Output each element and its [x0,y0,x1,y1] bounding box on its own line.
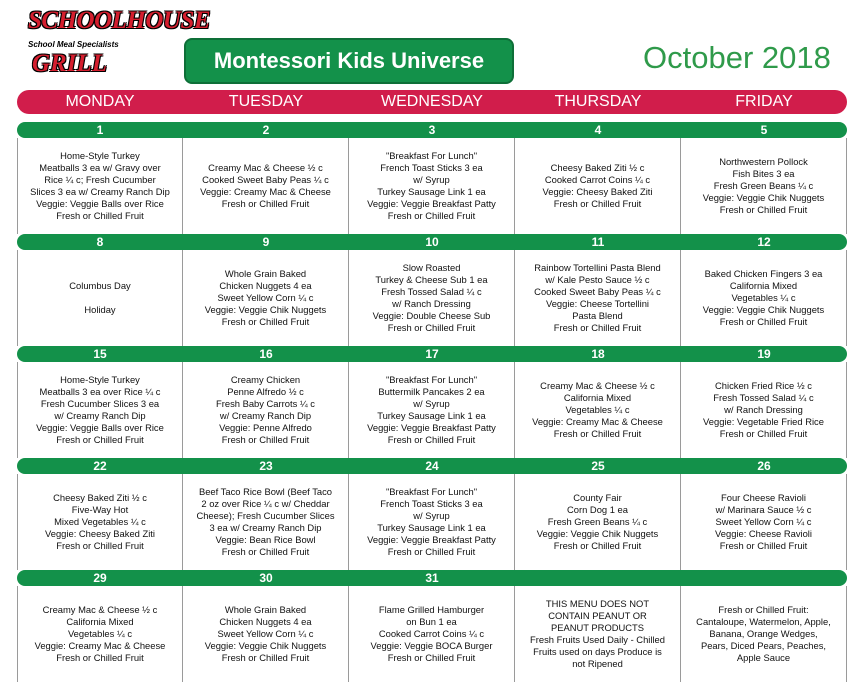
logo-brand-grill: GRILL [32,50,107,77]
date-number: 23 [259,459,273,473]
date-number-bar [17,570,847,586]
schoolhouse-grill-logo [28,7,211,77]
weekday-wednesday: WEDNESDAY [381,93,483,110]
date-number: 30 [259,571,273,585]
menu-text: THIS MENU DOES NOT CONTAIN PEANUT OR PEANUT PRODUCTS Fresh Fruits Used Daily - Chilled Fruits used on days Produce is not Ripened [530,598,665,669]
menu-cell [349,250,515,346]
date-number: 16 [259,347,273,361]
logo-brand-sub: School Meal Specialists [28,40,119,49]
date-number: 15 [93,347,107,361]
date-number: 3 [428,123,436,137]
menu-text: Chicken Fried Rice ½ c Fresh Tossed Salad ¼ c w/ Ranch Dressing Veggie: Vegetable Fried Rice Fresh or Chilled Fruit [703,380,824,439]
menu-text: Columbus Day Holiday [69,280,131,315]
menu-cell [515,586,681,682]
menu-text: Creamy Mac & Cheese ½ c California Mixed Vegetables ¼ c Veggie: Creamy Mac & Cheese Fresh or Chilled Fruit [532,380,663,439]
menu-text: Cheesy Baked Ziti ½ c Five-Way Hot Mixed Vegetables ¼ c Veggie: Cheesy Baked Ziti Fresh or Chilled Fruit [45,492,155,551]
menu-text: Creamy Mac & Cheese ½ c Cooked Sweet Baby Peas ¼ c Veggie: Creamy Mac & Cheese Fresh or Chilled Fruit [200,162,331,209]
date-number-bar [17,122,847,138]
menu-cell [515,362,681,458]
month-title: October 2018 [643,40,831,75]
calendar-week [17,570,847,682]
menu-cell [349,474,515,570]
menu-cell [515,474,681,570]
date-number [681,570,847,586]
menu-cell [17,586,183,682]
calendar-grid [17,122,847,670]
logo-brand-top: SCHOOLHOUSE [28,7,211,34]
calendar-week [17,346,847,458]
menu-cell [17,474,183,570]
menu-cell [681,250,847,346]
weekday-tuesday: TUESDAY [228,93,304,110]
date-number-bar [17,234,847,250]
menu-text: Fresh or Chilled Fruit: Cantaloupe, Watermelon, Apple, Banana, Orange Wedges, Pears, Diced Pears, Peaches, Apple Sauce [696,604,831,663]
menu-text: "Breakfast For Lunch" French Toast Sticks 3 ea w/ Syrup Turkey Sausage Link 1 ea Veggie: Veggie Breakfast Patty Fresh or Chilled Fruit [367,150,496,221]
menu-cell [17,250,183,346]
date-number: 17 [425,347,439,361]
menu-text: Rainbow Tortellini Pasta Blend w/ Kale Pesto Sauce ½ c Cooked Sweet Baby Peas ¼ c Veggie: Cheese Tortellini Pasta Blend Fresh or Chilled Fruit [534,262,661,333]
date-number: 10 [425,235,439,249]
menu-cell [183,362,349,458]
date-number: 12 [757,235,771,249]
date-number: 2 [262,123,270,137]
menu-text: "Breakfast For Lunch" French Toast Sticks 3 ea w/ Syrup Turkey Sausage Link 1 ea Veggie: Veggie Breakfast Patty Fresh or Chilled Fruit [367,486,496,557]
menu-cell [681,138,847,234]
date-number: 8 [96,235,104,249]
weekday-thursday: THURSDAY [554,93,642,110]
school-name-badge [184,38,514,84]
menu-cell [349,362,515,458]
date-number-bar [17,458,847,474]
date-number: 19 [757,347,771,361]
menu-cell [17,362,183,458]
menu-text: Northwestern Pollock Fish Bites 3 ea Fresh Green Beans ¼ c Veggie: Veggie Chik Nuggets Fresh or Chilled Fruit [702,156,825,215]
date-number [515,570,681,586]
menu-text: Whole Grain Baked Chicken Nuggets 4 ea Sweet Yellow Corn ¼ c Veggie: Veggie Chik Nuggets Fresh or Chilled Fruit [204,604,327,663]
date-number: 5 [760,123,768,137]
menu-cell [183,138,349,234]
weekday-header-bar [17,90,847,114]
menu-text: Slow Roasted Turkey & Cheese Sub 1 ea Fresh Tossed Salad ¼ c w/ Ranch Dressing Veggie: Double Cheese Sub Fresh or Chilled Fruit [372,262,491,333]
menu-cell [17,138,183,234]
date-number: 29 [93,571,107,585]
weekday-friday: FRIDAY [735,93,793,110]
school-name: Montessori Kids Universe [213,48,485,73]
menu-cell [515,138,681,234]
menu-cell [681,586,847,682]
menu-text: Baked Chicken Fingers 3 ea California Mixed Vegetables ¼ c Veggie: Veggie Chik Nuggets Fresh or Chilled Fruit [702,268,825,327]
weekday-monday: MONDAY [65,93,135,110]
date-number: 9 [262,235,270,249]
date-number: 1 [96,123,104,137]
calendar-week [17,234,847,346]
date-number: 25 [591,459,605,473]
menu-text: Home-Style Turkey Meatballs 3 ea over Rice ¼ c Fresh Cucumber Slices 3 ea w/ Creamy Ranch Dip Veggie: Veggie Balls over Rice Fresh or Chilled Fruit [36,374,164,445]
menu-text: Four Cheese Ravioli w/ Marinara Sauce ½ c Sweet Yellow Corn ¼ c Veggie: Cheese Ravioli Fresh or Chilled Fruit [715,492,812,551]
menu-cell [681,474,847,570]
menu-cell [349,586,515,682]
menu-cell [515,250,681,346]
date-number-bar [17,346,847,362]
menu-cell [183,586,349,682]
menu-cell [183,250,349,346]
menu-text: "Breakfast For Lunch" Buttermilk Pancakes 2 ea w/ Syrup Turkey Sausage Link 1 ea Veggie: Veggie Breakfast Patty Fresh or Chilled Fruit [367,374,496,445]
menu-text: County Fair Corn Dog 1 ea Fresh Green Beans ¼ c Veggie: Veggie Chik Nuggets Fresh or Chilled Fruit [536,492,659,551]
menu-text: Cheesy Baked Ziti ½ c Cooked Carrot Coins ¼ c Veggie: Cheesy Baked Ziti Fresh or Chilled Fruit [542,162,653,209]
calendar-week [17,458,847,570]
date-number: 26 [757,459,771,473]
menu-cell [183,474,349,570]
date-number: 18 [591,347,605,361]
date-number: 31 [425,571,439,585]
menu-text: Whole Grain Baked Chicken Nuggets 4 ea Sweet Yellow Corn ¼ c Veggie: Veggie Chik Nuggets Fresh or Chilled Fruit [204,268,327,327]
date-number: 24 [425,459,439,473]
calendar-week [17,122,847,234]
menu-cell [349,138,515,234]
date-number: 22 [93,459,107,473]
date-number: 4 [594,123,602,137]
menu-text: Creamy Mac & Cheese ½ c California Mixed Vegetables ¼ c Veggie: Creamy Mac & Cheese Fresh or Chilled Fruit [34,604,166,663]
menu-cell [681,362,847,458]
menu-text: Flame Grilled Hamburger on Bun 1 ea Cooked Carrot Coins ¼ c Veggie: Veggie BOCA Burger Fresh or Chilled Fruit [370,604,493,663]
date-number: 11 [591,235,605,249]
menu-text: Beef Taco Rice Bowl (Beef Taco 2 oz over Rice ¼ c w/ Cheddar Cheese); Fresh Cucumber Slices 3 ea w/ Creamy Ranch Dip Veggie: Bean Rice Bowl Fresh or Chilled Fruit [196,486,335,557]
menu-text: Creamy Chicken Penne Alfredo ½ c Fresh Baby Carrots ¼ c w/ Creamy Ranch Dip Veggie: Penne Alfredo Fresh or Chilled Fruit [216,374,315,445]
menu-text: Home-Style Turkey Meatballs 3 ea w/ Gravy over Rice ¼ c; Fresh Cucumber Slices 3 ea w/ Creamy Ranch Dip Veggie: Veggie Balls over Rice Fresh or Chilled Fruit [30,150,170,221]
